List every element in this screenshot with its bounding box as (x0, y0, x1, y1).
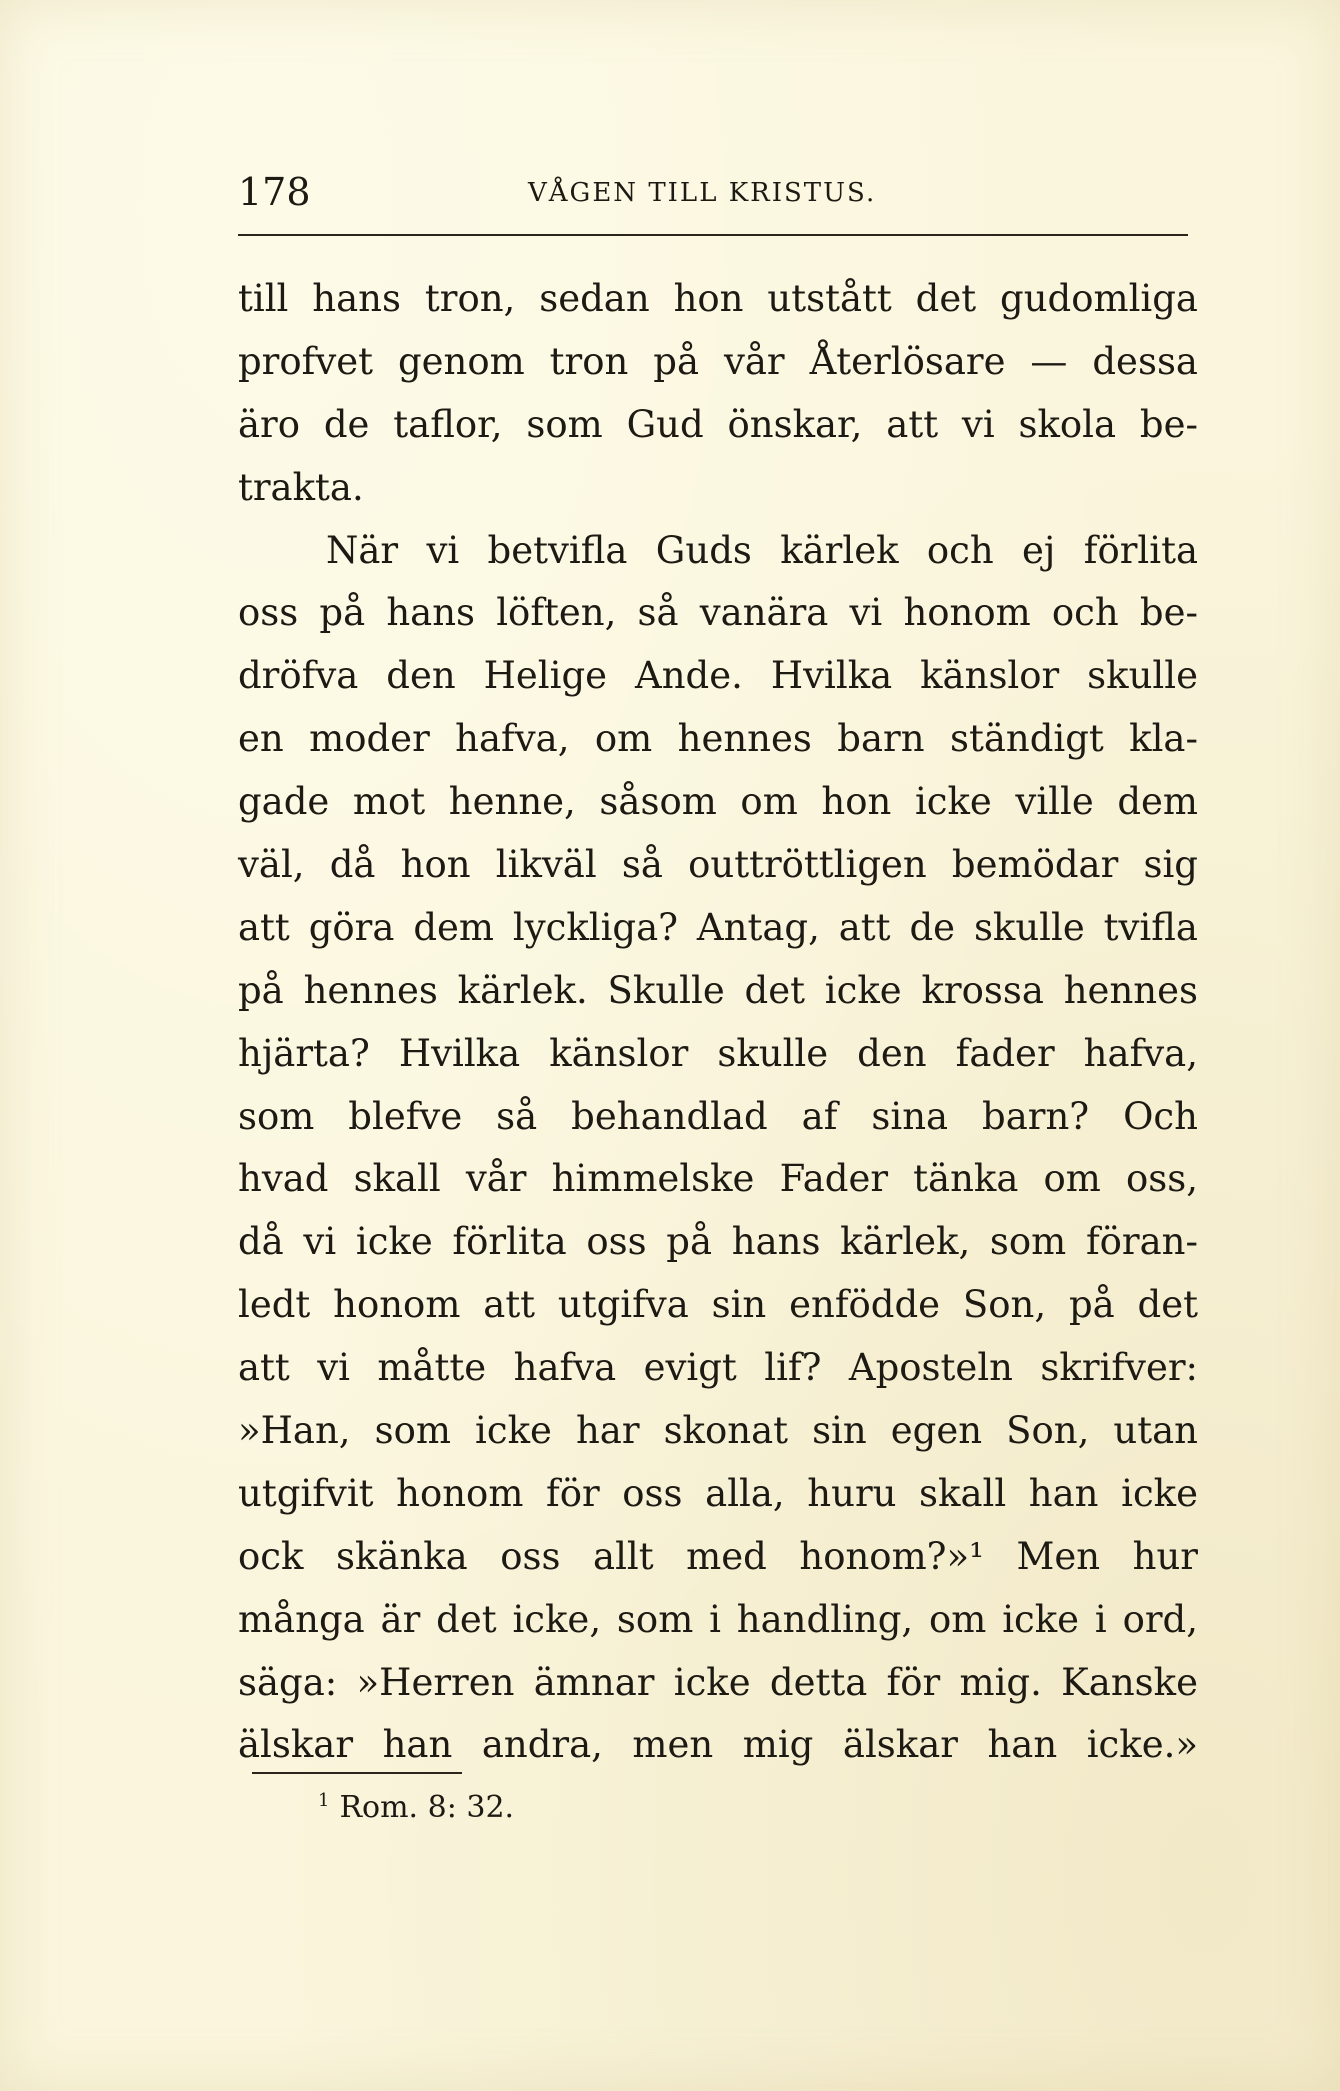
footnote-text: Rom. 8: 32. (339, 1790, 515, 1825)
text-line: När vi betvifla Guds kärlek och ej förlita (326, 528, 1198, 572)
text-line: hjärta? Hvilka känslor skulle den fader hafva, (238, 1031, 1198, 1075)
text-line: älskar han andra, men mig älskar han icke.» (238, 1723, 1198, 1767)
text-line: ock skänka oss allt med honom?»¹ Men hur (238, 1534, 1198, 1578)
text-line: väl, då hon likväl så outtröttligen bemödar sig (238, 843, 1198, 887)
text-line: gade mot henne, såsom om hon icke ville dem (238, 780, 1198, 824)
page-header (238, 168, 1188, 228)
text-line: då vi icke förlita oss på hans kärlek, som föran- (238, 1220, 1198, 1264)
header-rule (238, 234, 1188, 236)
page-number: 178 (238, 170, 311, 214)
text-line: många är det icke, som i handling, om icke i ord, (238, 1597, 1198, 1641)
text-line: hvad skall vår himmelske Fader tänka om oss, (238, 1157, 1198, 1201)
text-line: att göra dem lyckliga? Antag, att de skulle tvifla (238, 905, 1198, 949)
body-text (238, 268, 1198, 1777)
text-line: ledt honom att utgifva sin enfödde Son, på det (238, 1283, 1198, 1327)
text-line: säga: »Herren ämnar icke detta för mig. Kanske (238, 1660, 1198, 1704)
text-line: profvet genom tron på vår Återlösare — dessa (238, 339, 1198, 383)
text-line: dröfva den Helige Ande. Hvilka känslor skulle (238, 654, 1198, 698)
text-line: som blefve så behandlad af sina barn? Och (238, 1094, 1198, 1138)
text-line: »Han, som icke har skonat sin egen Son, utan (238, 1409, 1198, 1453)
text-line: på hennes kärlek. Skulle det icke krossa hennes (238, 968, 1198, 1012)
footnote (318, 1790, 514, 1825)
text-line: en moder hafva, om hennes barn ständigt kla- (238, 717, 1198, 761)
footnote-marker: 1 (318, 1790, 330, 1811)
text-line: utgifvit honom för oss alla, huru skall han icke (238, 1471, 1198, 1515)
text-line: oss på hans löften, så vanära vi honom och be- (238, 591, 1198, 635)
text-line: äro de taflor, som Gud önskar, att vi skola be- (238, 402, 1198, 446)
running-title: VÅGEN TILL KRISTUS. (528, 178, 877, 208)
text-line: trakta. (238, 465, 364, 509)
text-line: till hans tron, sedan hon utstått det gudomliga (238, 277, 1198, 320)
text-line: att vi måtte hafva evigt lif? Aposteln skrifver: (238, 1346, 1198, 1390)
footnote-rule (252, 1772, 462, 1774)
